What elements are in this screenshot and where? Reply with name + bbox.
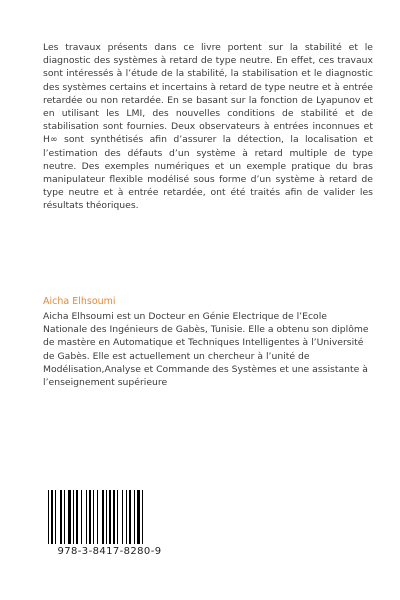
barcode-bar	[81, 490, 82, 544]
barcode-bar	[89, 490, 91, 544]
barcode-bar	[48, 490, 49, 544]
barcode-bar	[60, 490, 62, 544]
barcode-bar	[102, 490, 104, 544]
barcode-bar	[93, 490, 94, 544]
barcode-bar	[109, 490, 111, 544]
barcode-bar	[64, 490, 65, 544]
author-name: Aicha Elhsoumi	[43, 296, 116, 307]
barcode-bar	[76, 490, 78, 544]
author-bio: Aicha Elhsoumi est un Docteur en Génie Electrique de l’Ecole Nationale des Ingénieurs de Gabès, Tunisie. Elle a obtenu son diplôme de mastère en Automatique et Techniques Intelligentes à l’Université de Gabès. Elle est actuellement un chercheur à l’unité de Modélisation,Analyse et Commande des Systèmes et une assistante à l’enseignement supérieure	[43, 311, 369, 389]
barcode-bar	[73, 490, 74, 544]
barcode-bar	[126, 490, 127, 544]
author-section	[43, 295, 373, 389]
barcode-bar	[117, 490, 118, 544]
book-summary: Les travaux présents dans ce livre portent sur la stabilité et le diagnostic des systèmes à retard de type neutre. En effet, ces travaux sont intéressés à l’étude de la stabilité, la stabilisation et le diagnostic des systèmes certains et incertains à retard de type neutre et à entrée retardée ou non retardée. En se basant sur la fonction de Lyapunov et en utilisant les LMI, des nouvelles conditions de stabilité et de stabilisation sont fournies. Deux observateurs à entrées inconnues et H∞ sont synthétisés afin d’assurer la détection, la localisation et l’estimation des défauts d’un système à retard multiple de type neutre. Des exemples numériques et un exemple pratique du bras manipulateur flexible modélisé sous forme d’un système à retard de type neutre et à entrée retardée, ont été traités afin de valider les résultats théoriques.	[43, 42, 373, 212]
barcode-bar	[142, 490, 143, 544]
barcode-bar	[122, 490, 123, 544]
barcode-bar	[55, 490, 56, 544]
isbn-number: 978-3-8417-8280-9	[57, 546, 162, 557]
isbn-barcode	[44, 488, 175, 570]
barcode-icon	[44, 488, 175, 546]
barcode-bar	[106, 490, 107, 544]
barcode-bar	[137, 490, 140, 544]
barcode-bar	[86, 490, 87, 544]
barcode-bar	[113, 490, 115, 544]
barcode-bar	[134, 490, 135, 544]
barcode-bar	[51, 490, 53, 544]
barcode-bar	[97, 490, 98, 544]
barcode-bar	[129, 490, 131, 544]
barcode-bar	[68, 490, 71, 544]
